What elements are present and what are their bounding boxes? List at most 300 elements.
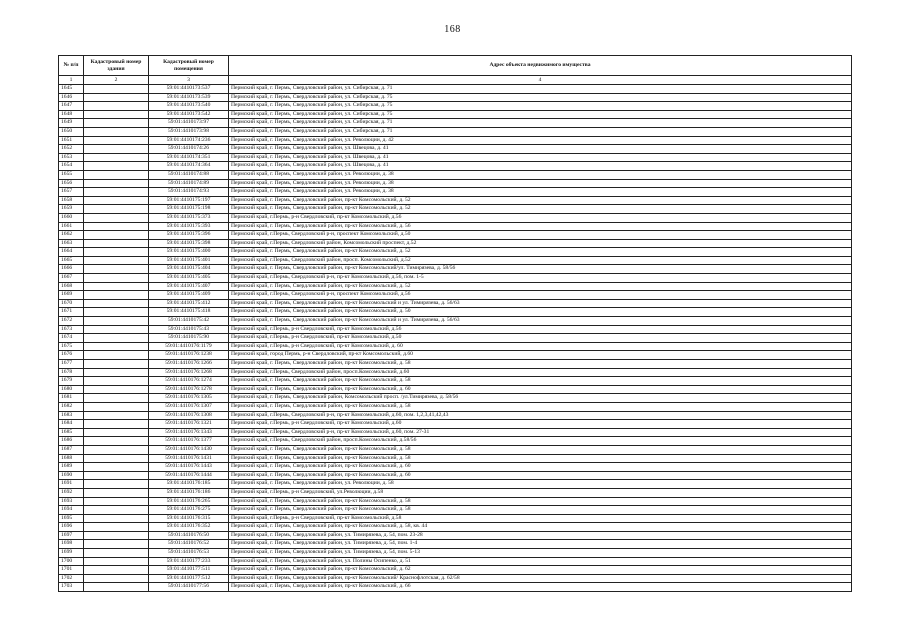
building-cadastral-cell [84,222,149,231]
building-cadastral-cell [84,428,149,437]
building-cadastral-cell [84,213,149,222]
address-cell: Пермский край, г. Пермь, Свердловский район, Комсомольский просп. /ул.Тимирязева, д. 58/56 [229,394,852,403]
table-row [59,110,852,119]
address-cell: Пермский край, г. Пермь, Свердловский район, ул. Сибирская, д. 71 [229,127,852,136]
table-row [59,351,852,360]
address-cell: Пермский край, г. Пермь, Свердловский район, пр-кт Комсомольский, д. 58 [229,360,852,369]
building-cadastral-cell [84,265,149,274]
page-number: 168 [444,24,461,35]
premise-cadastral-cell: 59:01:4410176:352 [149,523,229,532]
address-cell: Пермский край, г. Пермь, Свердловский район, пр-кт Комсомольский, д. 52 [229,205,852,214]
table-row [59,394,852,403]
premise-cadastral-cell: 59:01:4410176:1238 [149,351,229,360]
row-number: 1697 [59,531,84,540]
row-number: 1668 [59,282,84,291]
table-row [59,549,852,558]
row-number: 1702 [59,574,84,583]
premise-cadastral-cell: 59:01:4410176:1377 [149,437,229,446]
building-cadastral-cell [84,549,149,558]
table-row [59,136,852,145]
address-cell: Пермский край, г.Пермь, Свердловский р-н, пр-кт Комсомольский, д.56, пом. 1-5 [229,274,852,283]
table-row [59,411,852,420]
table-row [59,488,852,497]
header-num: № п/п [59,56,84,76]
row-number: 1650 [59,127,84,136]
table-row [59,102,852,111]
building-cadastral-cell [84,205,149,214]
premise-cadastral-cell: 59:01:4410175:198 [149,205,229,214]
premise-cadastral-cell: 59:01:4410176:1431 [149,454,229,463]
address-cell: Пермский край, г. Пермь, Свердловский район, ул. Тимирязева, д. 54, пом. 5-13 [229,549,852,558]
table-row [59,574,852,583]
row-number: 1665 [59,256,84,265]
row-number: 1648 [59,110,84,119]
address-cell: Пермский край, г.Пермь, р-н Свердловский, пр-кт Комсомольский, д.56 [229,213,852,222]
header-building-cadastral: Кадастровый номер здания [84,56,149,76]
table-row [59,385,852,394]
building-cadastral-cell [84,480,149,489]
building-cadastral-cell [84,454,149,463]
address-cell: Пермский край, г. Пермь, Свердловский район, ул. Сибирская, д. 75 [229,102,852,111]
premise-cadastral-cell: 59:01:4410176:275 [149,506,229,515]
table-row [59,428,852,437]
row-number: 1677 [59,360,84,369]
building-cadastral-cell [84,351,149,360]
building-cadastral-cell [84,385,149,394]
row-number: 1701 [59,566,84,575]
address-cell: Пермский край, г. Пермь, Свердловский район, ул. Швецова, д. 41 [229,162,852,171]
table-row [59,153,852,162]
address-cell: Пермский край, г.Пермь, р-н Свердловский, ул.Революции, д.58 [229,488,852,497]
table-row [59,162,852,171]
table-row [59,557,852,566]
building-cadastral-cell [84,566,149,575]
table-row [59,291,852,300]
row-number: 1694 [59,506,84,515]
row-number: 1649 [59,119,84,128]
building-cadastral-cell [84,325,149,334]
table-row [59,437,852,446]
address-cell: Пермский край, г. Пермь, Свердловский район, пр-кт Комсомольский/ Краснофлотская, д. 62/58 [229,574,852,583]
premise-cadastral-cell: 59:01:4410173:539 [149,93,229,102]
address-cell: Пермский край, г. Пермь, Свердловский район, ул. Тимирязева, д. 54, пом. 23-28 [229,531,852,540]
table-row [59,308,852,317]
row-number: 1655 [59,170,84,179]
row-number: 1695 [59,514,84,523]
building-cadastral-cell [84,411,149,420]
table-row [59,213,852,222]
building-cadastral-cell [84,136,149,145]
row-number: 1678 [59,368,84,377]
premise-cadastral-cell: 59:01:4410175:407 [149,282,229,291]
address-cell: Пермский край, г.Пермь, Свердловский район, просп.Комсомольский, д.58/56 [229,437,852,446]
premise-cadastral-cell: 59:01:4410176:50 [149,531,229,540]
address-cell: Пермский край, г. Пермь, Свердловский район, пр-кт Комсомольский, д. 58 [229,497,852,506]
table-row [59,205,852,214]
row-number: 1693 [59,497,84,506]
premise-cadastral-cell: 59:01:4410175:418 [149,308,229,317]
table-row [59,127,852,136]
table-row [59,531,852,540]
address-cell: Пермский край, г.Пермь, Свердловский район, просп.Комсомольский, д.60 [229,368,852,377]
address-cell: Пермский край, г. Пермь, Свердловский район, ул. Швецова, д. 41 [229,153,852,162]
premise-cadastral-cell: 59:01:4410175:90 [149,334,229,343]
building-cadastral-cell [84,85,149,94]
row-number: 1675 [59,342,84,351]
table-row [59,463,852,472]
address-cell: Пермский край, г.Пермь, р-н Свердловский, пр-кт Комсомольский, д.60 [229,420,852,429]
premise-cadastral-cell: 59:01:4410174:93 [149,188,229,197]
premise-cadastral-cell: 59:01:4410176:1305 [149,394,229,403]
row-number: 1681 [59,394,84,403]
premise-cadastral-cell: 59:01:4410176:1430 [149,445,229,454]
premise-cadastral-cell: 59:01:4410176:185 [149,480,229,489]
address-cell: Пермский край, г. Пермь, Свердловский район, ул. Революции, д. 38 [229,179,852,188]
address-cell: Пермский край, г. Пермь, Свердловский район, пр-кт Комсомольский, д. 52 [229,248,852,257]
header-premise-cadastral: Кадастровый номер помещения [149,56,229,76]
premise-cadastral-cell: 59:01:4410175:412 [149,299,229,308]
table-row [59,342,852,351]
row-number: 1698 [59,540,84,549]
address-cell: Пермский край, г. Пермь, Свердловский район, пр-кт Комсомольский и ул. Тимирязева, д. 56/63 [229,299,852,308]
table-row [59,85,852,94]
table-row [59,145,852,154]
building-cadastral-cell [84,308,149,317]
premise-cadastral-cell: 59:01:4410175:400 [149,248,229,257]
building-cadastral-cell [84,127,149,136]
address-cell: Пермский край, г. Пермь, Свердловский район, пр-кт Комсомольский, д. 52 [229,282,852,291]
address-cell: Пермский край, г. Пермь, Свердловский район, ул. Сибирская, д. 75 [229,93,852,102]
premise-cadastral-cell: 59:01:4410174:89 [149,179,229,188]
premise-cadastral-cell: 59:01:4410177:511 [149,566,229,575]
table-row [59,274,852,283]
premise-cadastral-cell: 59:01:4410173:540 [149,102,229,111]
table-row [59,179,852,188]
building-cadastral-cell [84,437,149,446]
row-number: 1661 [59,222,84,231]
row-number: 1683 [59,411,84,420]
address-cell: Пермский край, г.Пермь, Свердловский р-н, пр-кт Комсомольский, д.60, пом. 27-31 [229,428,852,437]
row-number: 1703 [59,583,84,592]
building-cadastral-cell [84,299,149,308]
column-number: 2 [84,76,149,85]
row-number: 1679 [59,377,84,386]
building-cadastral-cell [84,488,149,497]
row-number: 1684 [59,420,84,429]
premise-cadastral-cell: 59:01:4410175:42 [149,317,229,326]
property-registry-table [58,55,852,592]
premise-cadastral-cell: 59:01:4410173:98 [149,127,229,136]
table-row [59,299,852,308]
row-number: 1662 [59,231,84,240]
table-row [59,506,852,515]
row-number: 1688 [59,454,84,463]
premise-cadastral-cell: 59:01:4410176:1268 [149,368,229,377]
address-cell: Пермский край, г. Пермь, Свердловский район, пр-кт Комсомольский, д. 58 [229,402,852,411]
table-row [59,282,852,291]
table-row [59,256,852,265]
address-cell: Пермский край, г. Пермь, Свердловский район, ул. Революции, д. 42 [229,136,852,145]
building-cadastral-cell [84,360,149,369]
premise-cadastral-cell: 59:01:4410175:43 [149,325,229,334]
address-cell: Пермский край, г. Пермь, Свердловский район, ул. Революции, д. 38 [229,170,852,179]
address-cell: Пермский край, г.Пермь, р-н Свердловский, пр-кт Комсомольский, д.50 [229,334,852,343]
building-cadastral-cell [84,540,149,549]
building-cadastral-cell [84,102,149,111]
row-number: 1687 [59,445,84,454]
address-cell: Пермский край, г.Пермь, Свердловский р-н, проспект Комсомольский, д.50 [229,231,852,240]
building-cadastral-cell [84,274,149,283]
address-cell: Пермский край, г.Пермь, р-н Свердловский, пр-кт Комсомольский, д.58 [229,514,852,523]
table-row [59,93,852,102]
address-cell: Пермский край, г. Пермь, Свердловский район, пр-кт Комсомольский и ул. Тимирязева, д. 56/63 [229,317,852,326]
row-number: 1658 [59,196,84,205]
table-header-row [59,56,852,76]
building-cadastral-cell [84,119,149,128]
column-number-row [59,76,852,85]
row-number: 1666 [59,265,84,274]
table-row [59,231,852,240]
premise-cadastral-cell: 59:01:4410175:409 [149,291,229,300]
premise-cadastral-cell: 59:01:4410177:233 [149,557,229,566]
building-cadastral-cell [84,557,149,566]
premise-cadastral-cell: 59:01:4410173:542 [149,110,229,119]
building-cadastral-cell [84,342,149,351]
building-cadastral-cell [84,93,149,102]
address-cell: Пермский край, г. Пермь, Свердловский район, пр-кт Комсомольский, д. 60 [229,471,852,480]
table-row [59,480,852,489]
row-number: 1656 [59,179,84,188]
table-row [59,196,852,205]
address-cell: Пермский край, г.Пермь, р-н Свердловский, пр-кт Комсомольский, д.56 [229,325,852,334]
premise-cadastral-cell: 59:01:4410174:236 [149,136,229,145]
table-row [59,540,852,549]
row-number: 1700 [59,557,84,566]
building-cadastral-cell [84,110,149,119]
building-cadastral-cell [84,497,149,506]
address-cell: Пермский край, г. Пермь, Свердловский район, ул. Тимирязева, д. 54, пом. 1-4 [229,540,852,549]
row-number: 1664 [59,248,84,257]
row-number: 1654 [59,162,84,171]
address-cell: Пермский край, г. Пермь, Свердловский район, ул. Сибирская, д. 71 [229,85,852,94]
premise-cadastral-cell: 59:01:4410176:1278 [149,385,229,394]
building-cadastral-cell [84,445,149,454]
table-row [59,471,852,480]
premise-cadastral-cell: 59:01:4410177:512 [149,574,229,583]
address-cell: Пермский край, г. Пермь, Свердловский район, ул. Сибирская, д. 75 [229,110,852,119]
table-row [59,317,852,326]
premise-cadastral-cell: 59:01:4410176:1443 [149,463,229,472]
building-cadastral-cell [84,179,149,188]
premise-cadastral-cell: 59:01:4410175:404 [149,265,229,274]
premise-cadastral-cell: 59:01:4410176:52 [149,540,229,549]
table-row [59,583,852,592]
row-number: 1659 [59,205,84,214]
building-cadastral-cell [84,282,149,291]
premise-cadastral-cell: 59:01:4410176:1307 [149,402,229,411]
premise-cadastral-cell: 59:01:4410174:364 [149,162,229,171]
header-address: Адрес объекта недвижимого имущества [229,56,852,76]
table-row [59,497,852,506]
building-cadastral-cell [84,334,149,343]
row-number: 1652 [59,145,84,154]
address-cell: Пермский край, г. Пермь, Свердловский район, ул. Революции, д. 58 [229,480,852,489]
address-cell: Пермский край, г. Пермь, Свердловский район, пр-кт Комсомольский, д. 62 [229,566,852,575]
table-row [59,334,852,343]
building-cadastral-cell [84,239,149,248]
building-cadastral-cell [84,514,149,523]
premise-cadastral-cell: 59:01:4410176:1179 [149,342,229,351]
building-cadastral-cell [84,523,149,532]
premise-cadastral-cell: 59:01:4410176:265 [149,497,229,506]
row-number: 1646 [59,93,84,102]
premise-cadastral-cell: 59:01:4410175:393 [149,222,229,231]
premise-cadastral-cell: 59:01:4410176:315 [149,514,229,523]
building-cadastral-cell [84,153,149,162]
building-cadastral-cell [84,170,149,179]
building-cadastral-cell [84,471,149,480]
row-number: 1657 [59,188,84,197]
building-cadastral-cell [84,162,149,171]
column-number: 3 [149,76,229,85]
building-cadastral-cell [84,188,149,197]
premise-cadastral-cell: 59:01:4410175:197 [149,196,229,205]
premise-cadastral-cell: 59:01:4410175:398 [149,239,229,248]
row-number: 1660 [59,213,84,222]
address-cell: Пермский край, г.Пермь, Свердловский р-н, пр-кт Комсомольский, д.60, пом. 1,2,3,41,42,43 [229,411,852,420]
table-row [59,222,852,231]
row-number: 1680 [59,385,84,394]
row-number: 1696 [59,523,84,532]
row-number: 1667 [59,274,84,283]
address-cell: Пермский край, г. Пермь, Свердловский район, ул. Сибирская, д. 71 [229,119,852,128]
premise-cadastral-cell: 59:01:4410176:1266 [149,360,229,369]
building-cadastral-cell [84,196,149,205]
premise-cadastral-cell: 59:01:4410177:56 [149,583,229,592]
row-number: 1669 [59,291,84,300]
address-cell: Пермский край, г. Пермь, Свердловский район, пр-кт Комсомольский, д. 60 [229,385,852,394]
table-row [59,239,852,248]
table-row [59,523,852,532]
address-cell: Пермский край, г. Пермь, Свердловский район, пр-кт Комсомольский, д. 58, кв. 44 [229,523,852,532]
table-row [59,170,852,179]
address-cell: Пермский край, г. Пермь, Свердловский район, пр-кт Комсомольский/ул. Тимирязева, д. 58/56 [229,265,852,274]
address-cell: Пермский край, г.Пермь, р-н Свердловский, пр-кт Комсомольский, д. 60 [229,342,852,351]
building-cadastral-cell [84,506,149,515]
address-cell: Пермский край, г. Пермь, Свердловский район, пр-кт Комсомольский, д. 58 [229,454,852,463]
row-number: 1674 [59,334,84,343]
premise-cadastral-cell: 59:01:4410176:53 [149,549,229,558]
table-row [59,454,852,463]
row-number: 1671 [59,308,84,317]
address-cell: Пермский край, г. Пермь, Свердловский район, ул. Полины Осипенко, д. 51 [229,557,852,566]
building-cadastral-cell [84,368,149,377]
table-row [59,119,852,128]
address-cell: Пермский край, г. Пермь, Свердловский район, пр-кт Комсомольский, д. 50 [229,308,852,317]
row-number: 1653 [59,153,84,162]
table-row [59,514,852,523]
table-row [59,248,852,257]
table-row [59,265,852,274]
row-number: 1685 [59,428,84,437]
premise-cadastral-cell: 59:01:4410174:351 [149,153,229,162]
address-cell: Пермский край, г. Пермь, Свердловский район, ул. Швецова, д. 41 [229,145,852,154]
address-cell: Пермский край, г. Пермь, Свердловский район, пр-кт Комсомольский, д. 58 [229,445,852,454]
building-cadastral-cell [84,231,149,240]
table-row [59,445,852,454]
premise-cadastral-cell: 59:01:4410175:405 [149,274,229,283]
premise-cadastral-cell: 59:01:4410173:97 [149,119,229,128]
table-row [59,420,852,429]
table-row [59,368,852,377]
address-cell: Пермский край, г. Пермь, Свердловский район, пр-кт Комсомольский, д. 56 [229,222,852,231]
premise-cadastral-cell: 59:01:4410173:537 [149,85,229,94]
table-row [59,360,852,369]
row-number: 1663 [59,239,84,248]
building-cadastral-cell [84,248,149,257]
row-number: 1673 [59,325,84,334]
address-cell: Пермский край, г.Пермь, Свердловский район, просп. Комсомольский, д.52 [229,256,852,265]
row-number: 1682 [59,402,84,411]
row-number: 1692 [59,488,84,497]
building-cadastral-cell [84,420,149,429]
column-number: 1 [59,76,84,85]
premise-cadastral-cell: 59:01:4410175:396 [149,231,229,240]
building-cadastral-cell [84,394,149,403]
row-number: 1689 [59,463,84,472]
row-number: 1670 [59,299,84,308]
premise-cadastral-cell: 59:01:4410176:1343 [149,428,229,437]
building-cadastral-cell [84,256,149,265]
premise-cadastral-cell: 59:01:4410176:1308 [149,411,229,420]
building-cadastral-cell [84,291,149,300]
address-cell: Пермский край, г. Пермь, Свердловский район, ул. Революции, д. 38 [229,188,852,197]
table-row [59,188,852,197]
address-cell: Пермский край, город Пермь, р-н Свердловский, пр-кт Комсомольский, д.60 [229,351,852,360]
table-row [59,325,852,334]
address-cell: Пермский край, г. Пермь, Свердловский район, пр-кт Комсомольский, д. 58 [229,377,852,386]
address-cell: Пермский край, г. Пермь, Свердловский район, пр-кт Комсомольский, д. 58 [229,506,852,515]
row-number: 1686 [59,437,84,446]
premise-cadastral-cell: 59:01:4410176:1444 [149,471,229,480]
premise-cadastral-cell: 59:01:4410175:401 [149,256,229,265]
table-row [59,377,852,386]
building-cadastral-cell [84,317,149,326]
building-cadastral-cell [84,574,149,583]
row-number: 1691 [59,480,84,489]
premise-cadastral-cell: 59:01:4410175:373 [149,213,229,222]
building-cadastral-cell [84,463,149,472]
premise-cadastral-cell: 59:01:4410176:186 [149,488,229,497]
premise-cadastral-cell: 59:01:4410174:88 [149,170,229,179]
building-cadastral-cell [84,377,149,386]
address-cell: Пермский край, г. Пермь, Свердловский район, пр-кт Комсомольский, д. 66 [229,583,852,592]
address-cell: Пермский край, г.Пермь, Свердловский район, Комсомольский проспект, д.52 [229,239,852,248]
row-number: 1699 [59,549,84,558]
address-cell: Пермский край, г.Пермь, Свердловский р-н, проспект Комсомольский, д.56 [229,291,852,300]
row-number: 1672 [59,317,84,326]
row-number: 1690 [59,471,84,480]
address-cell: Пермский край, г. Пермь, Свердловский район, пр-кт Комсомольский, д. 52 [229,196,852,205]
premise-cadastral-cell: 59:01:4410176:1321 [149,420,229,429]
address-cell: Пермский край, г. Пермь, Свердловский район, пр-кт Комсомольский, д. 60 [229,463,852,472]
table-row [59,566,852,575]
building-cadastral-cell [84,583,149,592]
row-number: 1676 [59,351,84,360]
column-number: 4 [229,76,852,85]
table-row [59,402,852,411]
row-number: 1651 [59,136,84,145]
